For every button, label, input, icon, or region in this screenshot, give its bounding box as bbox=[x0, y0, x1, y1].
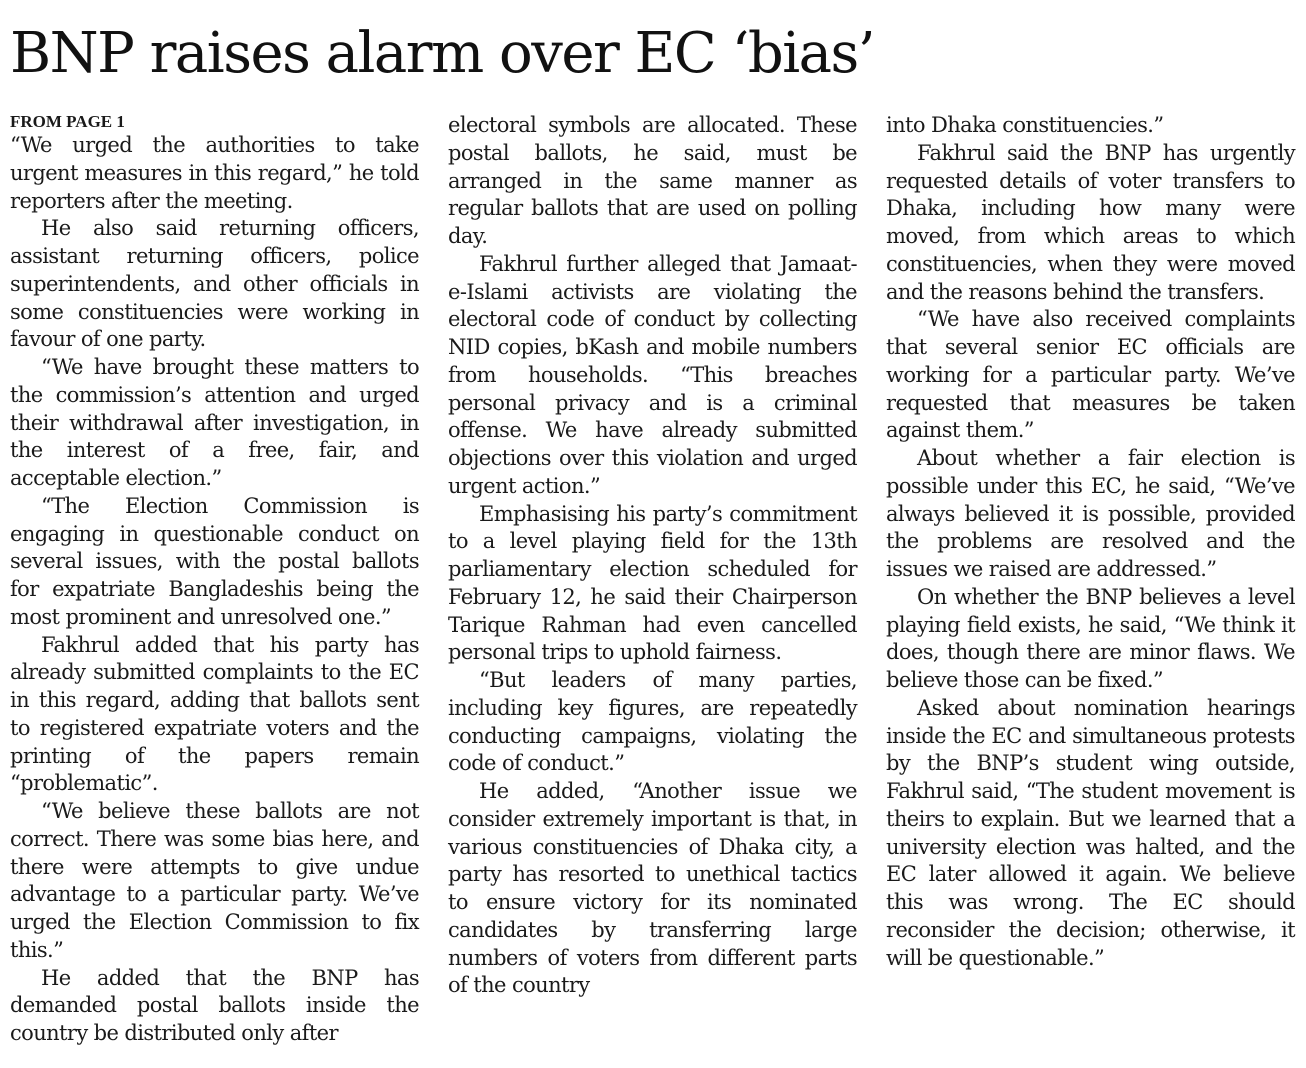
paragraph: “We believe these ballots are not correct. There was some bias here, and there were attempts to give undue advantage to a particular party. We’ve urged the Election Commission to fix this.” bbox=[10, 799, 419, 962]
paragraph: “We urged the authorities to take urgent measures in this regard,” he told reporters after the meeting. bbox=[10, 133, 419, 213]
paragraph: “We have also received complaints that several senior EC officials are working for a particular party. We’ve requested that measures be taken against them.” bbox=[886, 307, 1295, 443]
paragraph: “But leaders of many parties, including key figures, are repeatedly conducting campaigns, violating the code of conduct.” bbox=[448, 668, 857, 776]
paragraph: Fakhrul further alleged that Jamaat-e-Islami activists are violating the electoral code of conduct by collecting NID copies, bKash and mobile numbers from households. “This breaches personal privacy and is a criminal offense. We have already submitted objections over this violation and urged urgent action.” bbox=[448, 251, 857, 498]
paragraph: On whether the BNP believes a level playing field exists, he said, “We think it does, though there are minor flaws. We believe those can be fixed.” bbox=[886, 584, 1295, 692]
paragraph: into Dhaka constituencies.” bbox=[886, 113, 1164, 137]
continuation-kicker: FROM PAGE 1 bbox=[10, 112, 125, 131]
paragraph: electoral symbols are allocated. These postal ballots, he said, must be arranged in the same manner as regular ballots that are used on polling day. bbox=[448, 113, 857, 248]
paragraph: Emphasising his party’s commitment to a level playing field for the 13th parliamentary election scheduled for February 12, he said their Chairperson Tarique Rahman had even cancelled personal trips to uphold fairness. bbox=[448, 501, 857, 665]
paragraph: “We have brought these matters to the commission’s attention and urged their withdrawal after investigation, in the interest of a free, fair, and acceptable election.” bbox=[10, 355, 419, 490]
headline: BNP raises alarm over EC ‘bias’ bbox=[10, 21, 875, 86]
paragraph: Fakhrul said the BNP has urgently requested details of voter transfers to Dhaka, including how many were moved, from which areas to which constituencies, when they were moved and the reasons behind the transfers. bbox=[886, 140, 1295, 304]
paragraph: “The Election Commission is engaging in questionable conduct on several issues, with the postal ballots for expatriate Bangladeshis being the most prominent and unresolved one.” bbox=[10, 493, 419, 629]
paragraph: Asked about nomination hearings inside the EC and simultaneous protests by the BNP’s student wing outside, Fakhrul said, “The student movement is theirs to explain. But we learned that a university election was halted, and the EC later allowed it again. We believe this was wrong. The EC should reconsider the decision; otherwise, it will be questionable.” bbox=[886, 695, 1295, 970]
paragraph: About whether a fair election is possible under this EC, he said, “We’ve always believed it is possible, provided the problems are resolved and the issues we raised are addressed.” bbox=[886, 446, 1295, 581]
paragraph: He added that the BNP has demanded postal ballots inside the country be distributed only after bbox=[10, 965, 419, 1045]
article-column-1 bbox=[10, 112, 419, 1048]
paragraph: Fakhrul added that his party has already submitted complaints to the EC in this regard, adding that ballots sent to registered expatriate voters and the printing of the papers remain “problematic”. bbox=[10, 632, 419, 796]
article-column-3 bbox=[886, 112, 1295, 972]
article-column-2 bbox=[448, 112, 857, 1000]
paragraph: He added, “Another issue we consider extremely important is that, in various constituencies of Dhaka city, a party has resorted to unethical tactics to ensure victory for its nominated candidates by transferring large numbers of voters from different parts of the country bbox=[448, 779, 857, 998]
paragraph: He also said returning officers, assistant returning officers, police superintendents, and other officials in some constituencies were working in favour of one party. bbox=[10, 216, 419, 352]
